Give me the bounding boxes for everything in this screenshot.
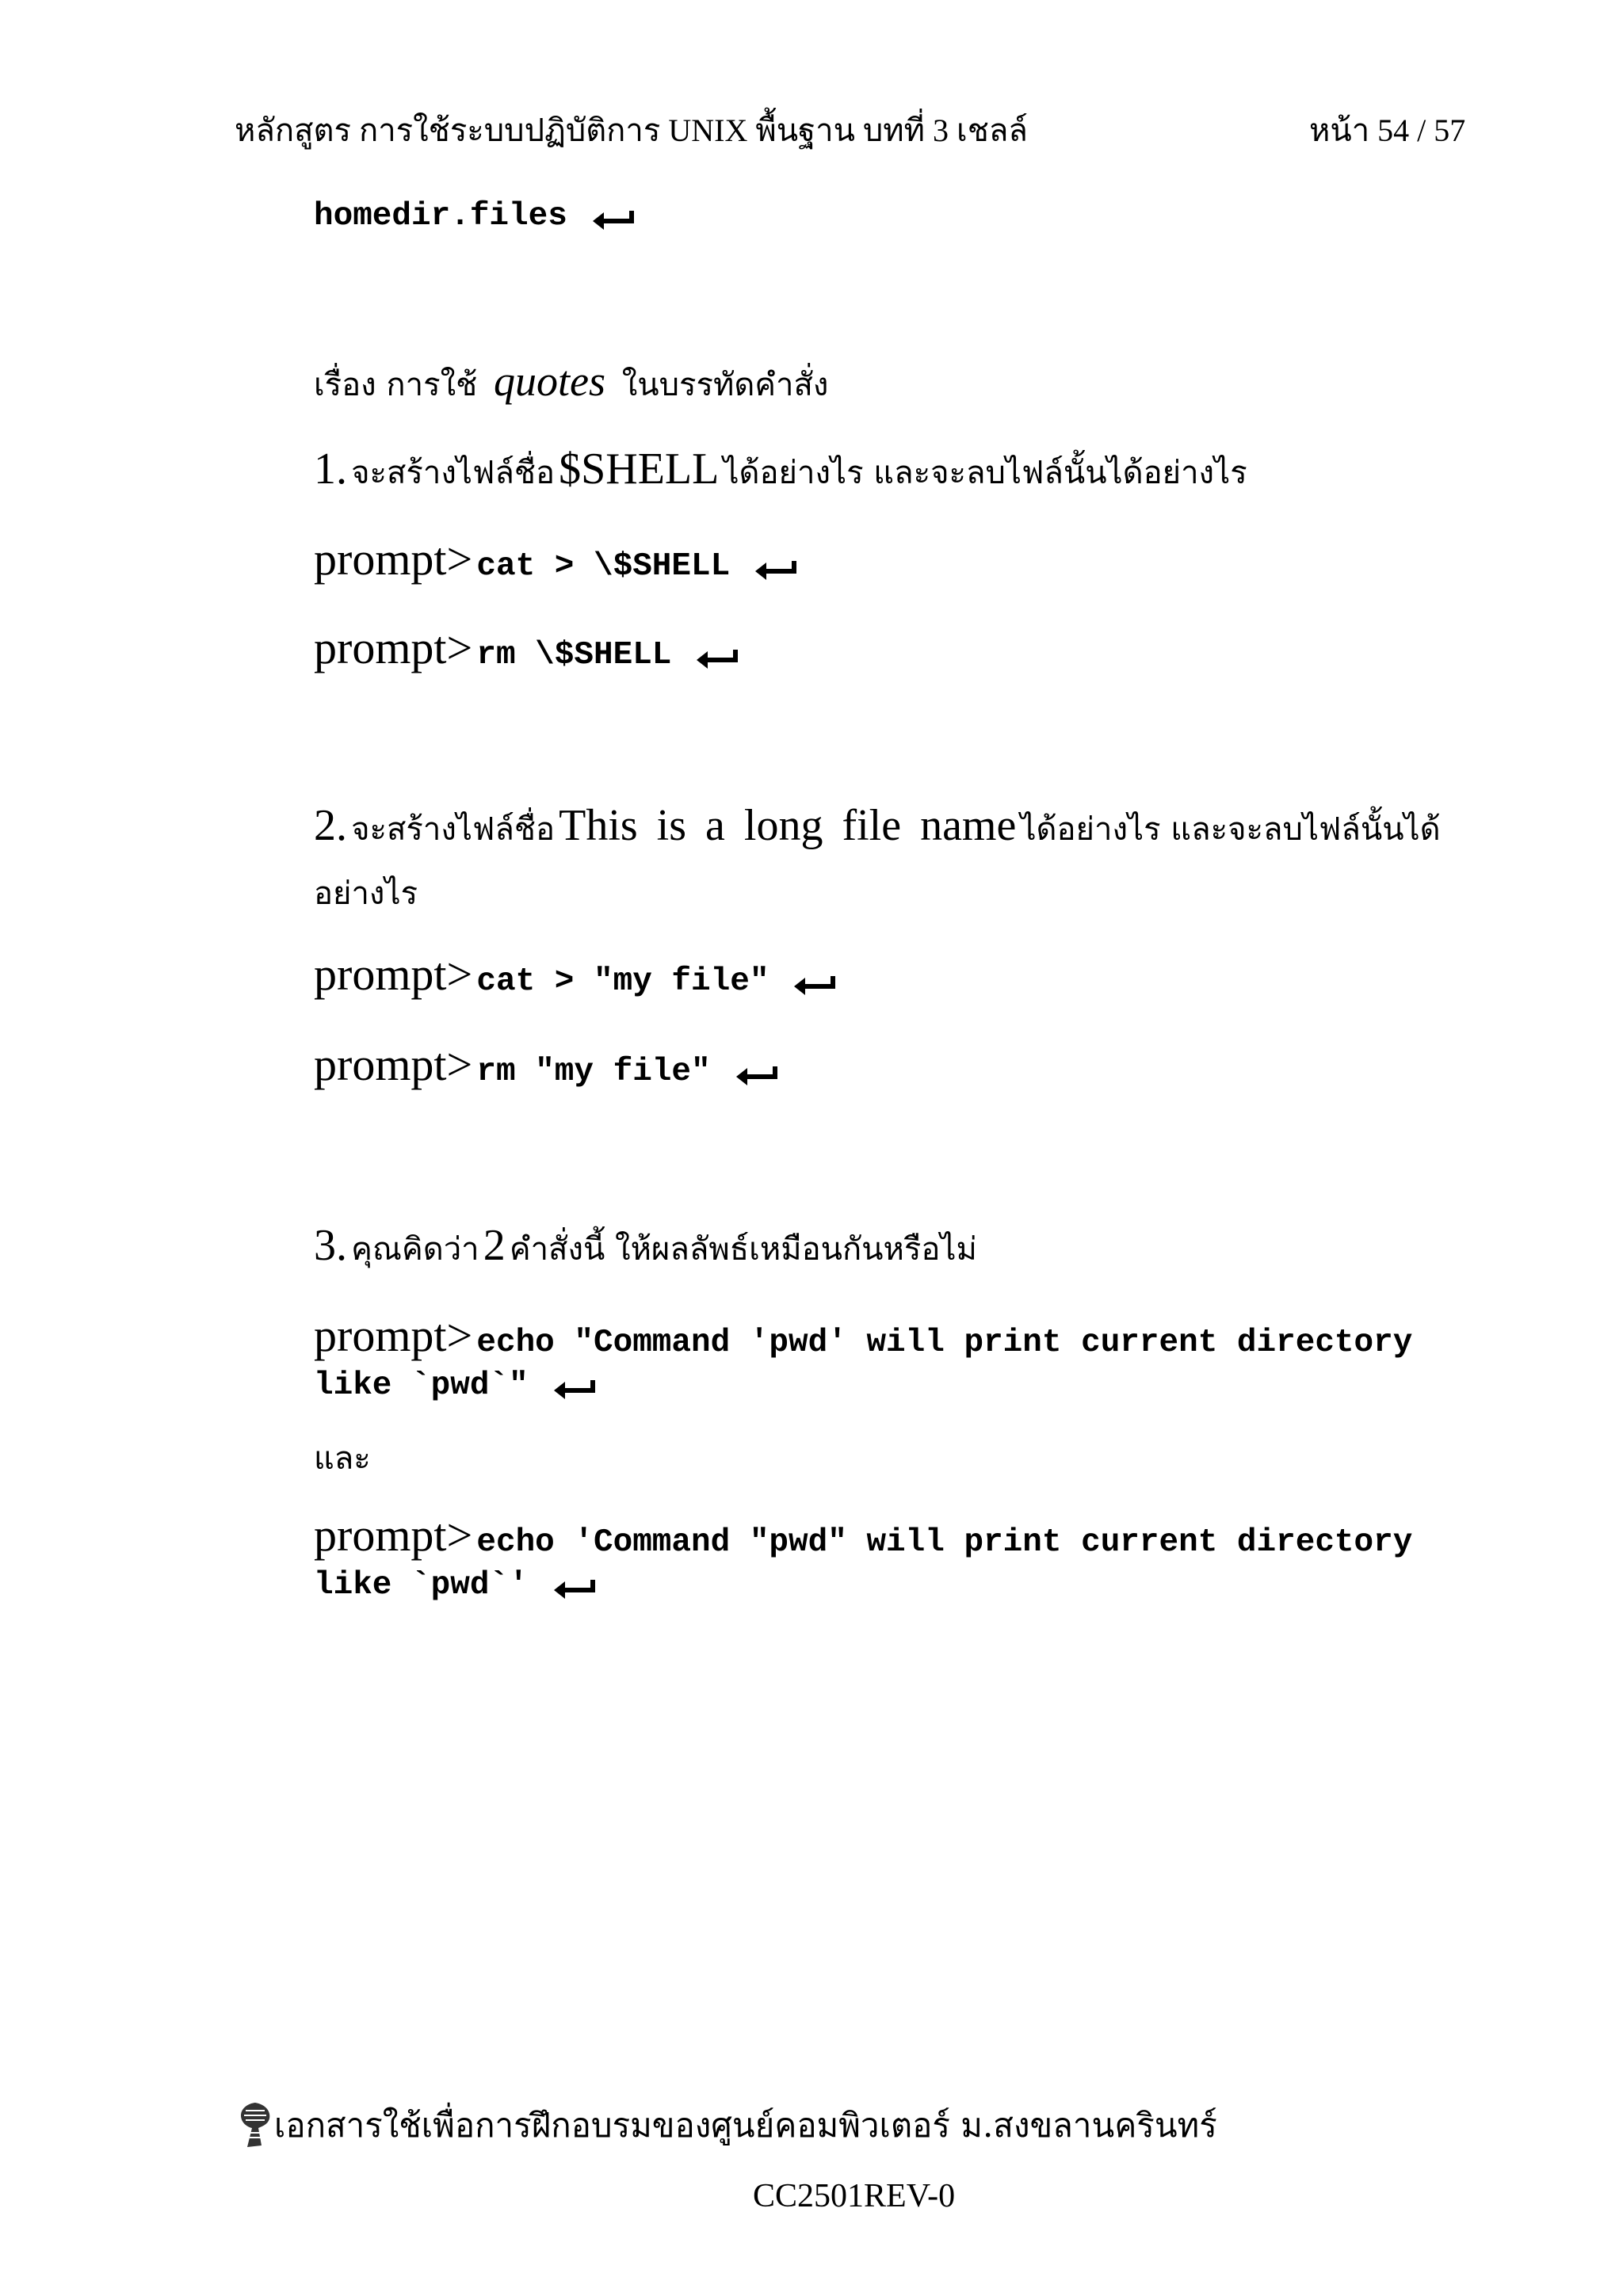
question-1-filename: $SHELL [559,444,720,494]
return-arrow-icon [693,648,739,672]
prompt-label: prompt> [314,1310,473,1361]
question-3-command-1 [314,1309,1412,1362]
question-3-text-b: คำสั่งนี้ ให้ผลลัพธ์เหมือนกันหรือไม่ [509,1231,977,1268]
question-2-number: 2. [314,801,347,850]
command-text: cat > "my file" [476,963,769,1000]
question-2-command-1 [314,948,837,1001]
command-text: like `pwd`" [314,1367,529,1404]
command-text: cat > \$SHELL [476,548,731,585]
command-text: rm \$SHELL [476,637,672,673]
question-2-text-c: อย่างไร [314,875,418,912]
section-keyword: quotes [494,357,605,405]
question-3-count: 2 [483,1221,506,1270]
command-text: echo "Command 'pwd' will print current directory [476,1325,1413,1361]
question-3-command-1-continued [314,1367,597,1404]
prompt-label: prompt> [314,1039,473,1090]
section-prefix: เรื่อง การใช้ [314,367,478,403]
question-2-command-2 [314,1038,779,1091]
question-2 [314,800,1441,854]
question-1-text-b: ได้อย่างไร และจะลบไฟล์นั้นได้อย่างไร [723,455,1247,491]
prompt-label: prompt> [314,622,473,673]
question-1-command-1 [314,532,798,585]
question-2-text-b: ได้อย่างไร และจะลบไฟล์นั้นได้ [1020,811,1441,848]
section-suffix: ในบรรทัดคำสั่ง [621,367,829,403]
question-3 [314,1220,977,1274]
return-arrow-icon [733,1065,779,1089]
top-command-line [314,198,636,235]
question-3-command-2-continued [314,1567,597,1604]
header-course-title: หลักสูตร การใช้ระบบปฏิบัติการ UNIX พื้นฐาน บทที่ 3 เชลล์ [235,113,1028,148]
return-arrow-icon [791,974,837,998]
question-3-number: 3. [314,1221,347,1270]
question-2-text-a: จะสร้างไฟล์ชื่อ [351,811,556,848]
return-arrow-icon [551,1578,597,1602]
prompt-label: prompt> [314,533,473,585]
footer-note: เอกสารใช้เพื่อการฝึกอบรมของศูนย์คอมพิวเตอร์ ม.สงขลานครินทร์ [274,2106,1217,2145]
return-arrow-icon [752,559,798,583]
header-page-number: หน้า 54 / 57 [1309,113,1466,148]
university-logo-icon [238,2101,273,2149]
question-1-command-2 [314,621,739,674]
question-1 [314,444,1247,498]
return-arrow-icon [551,1379,597,1402]
prompt-label: prompt> [314,948,473,1000]
question-2-filename: This is a long file name [559,801,1017,850]
question-1-number: 1. [314,444,347,494]
question-3-command-2 [314,1508,1412,1562]
section-title [314,357,828,410]
question-1-text-a: จะสร้างไฟล์ชื่อ [351,455,556,491]
prompt-label: prompt> [314,1509,473,1561]
top-command: homedir.files [314,198,567,235]
command-text: rm "my file" [476,1054,711,1090]
command-text: echo 'Command "pwd" will print current directory [476,1524,1413,1561]
command-text: like `pwd`' [314,1567,529,1604]
return-arrow-icon [590,209,636,233]
question-3-text-a: คุณคิดว่า [351,1231,479,1268]
footer-doc-code: CC2501REV-0 [753,2178,956,2214]
and-word: และ [314,1440,371,1477]
